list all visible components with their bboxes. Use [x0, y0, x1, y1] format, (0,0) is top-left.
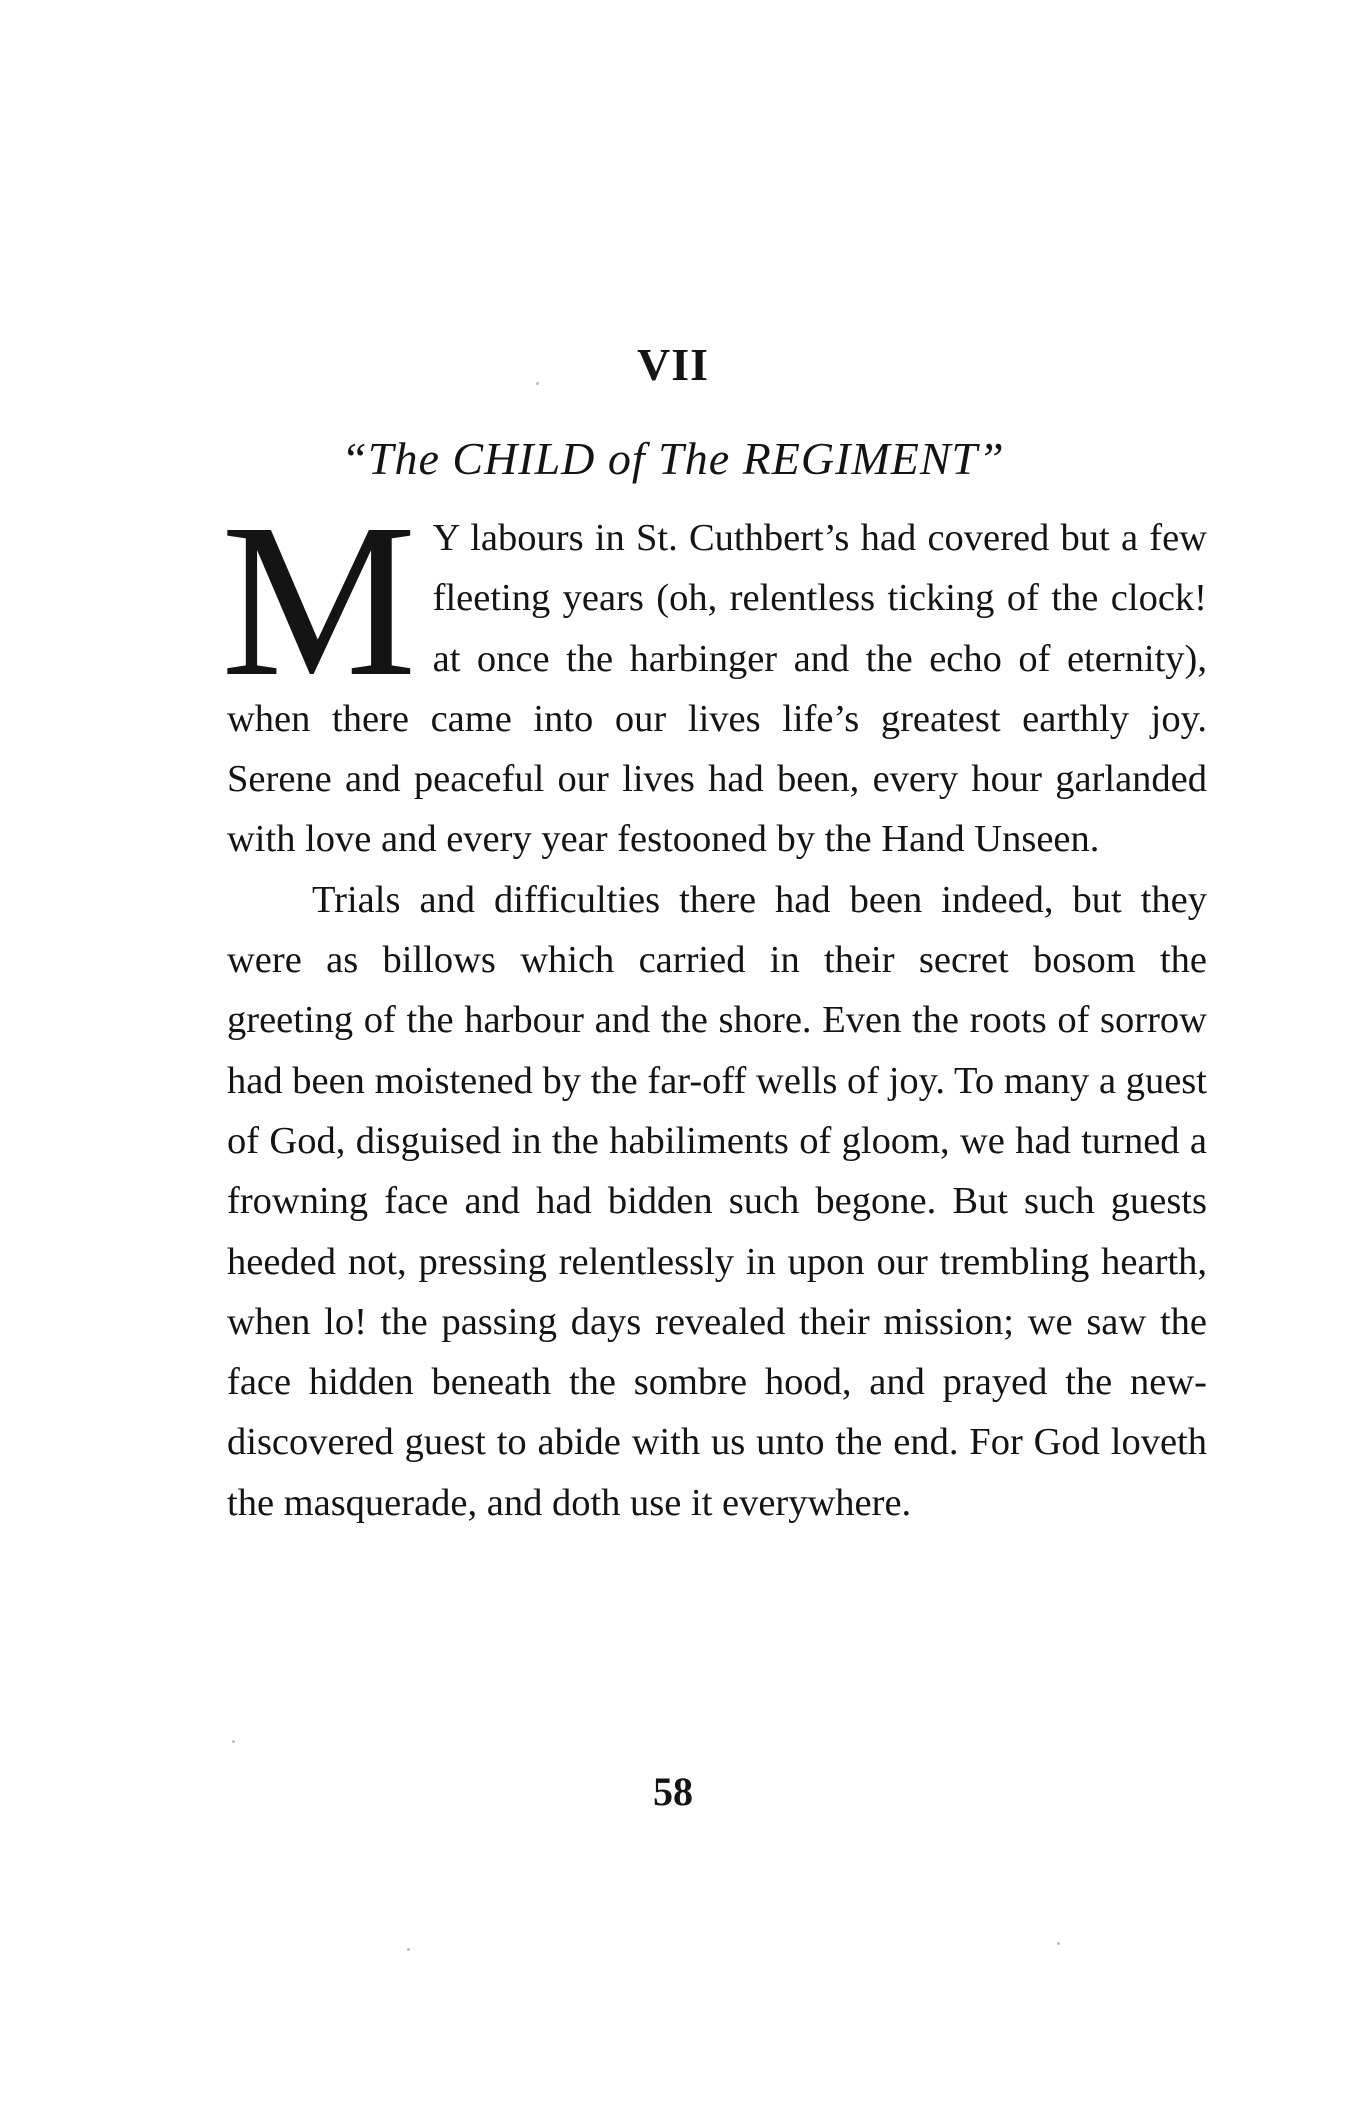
paragraph-1 [221, 478, 1207, 870]
paragraph-2-text: Trials and difficulties there had been indeed, but they were as billows which carried in their secret bosom the greeting of the harbour and the shore. Even the roots of sorrow had been moistened by the far-off wells of joy. To many a guest of God, disguised in the habiliments of gloom, we had turned a frowning face and had bidden such begone. But such guests heeded not, pressing relentlessly in upon our trembling hearth, when lo! the passing days revealed their mission; we saw the face hidden beneath the sombre hood, and prayed the new-discovered guest to abide with us unto the end. For God loveth the masquerade, and doth use it everywhere. [227, 878, 1207, 1524]
paragraph-2 [227, 870, 1207, 1533]
chapter-number: VII [636, 339, 710, 390]
page-number: 58 [653, 1769, 693, 1814]
paper-speck [407, 1948, 410, 1951]
paper-speck [232, 1740, 235, 1743]
paragraph-1-text: Y labours in St. Cuthbert’s had covered but a few fleeting years (oh, relentless ticking of the clock! at once the harbinger and the echo of eternity), when there came into our lives life’s greatest earthly joy. Serene and peaceful our lives had been, every hour garlanded with love and every year festooned by the Hand Unseen. [227, 517, 1207, 861]
drop-cap-letter: M [221, 478, 417, 722]
paper-speck [1057, 1942, 1060, 1945]
paper-speck [536, 382, 539, 385]
chapter-title: “The CHILD of The REGIMENT” [341, 433, 1005, 484]
body-text [221, 478, 1207, 1533]
